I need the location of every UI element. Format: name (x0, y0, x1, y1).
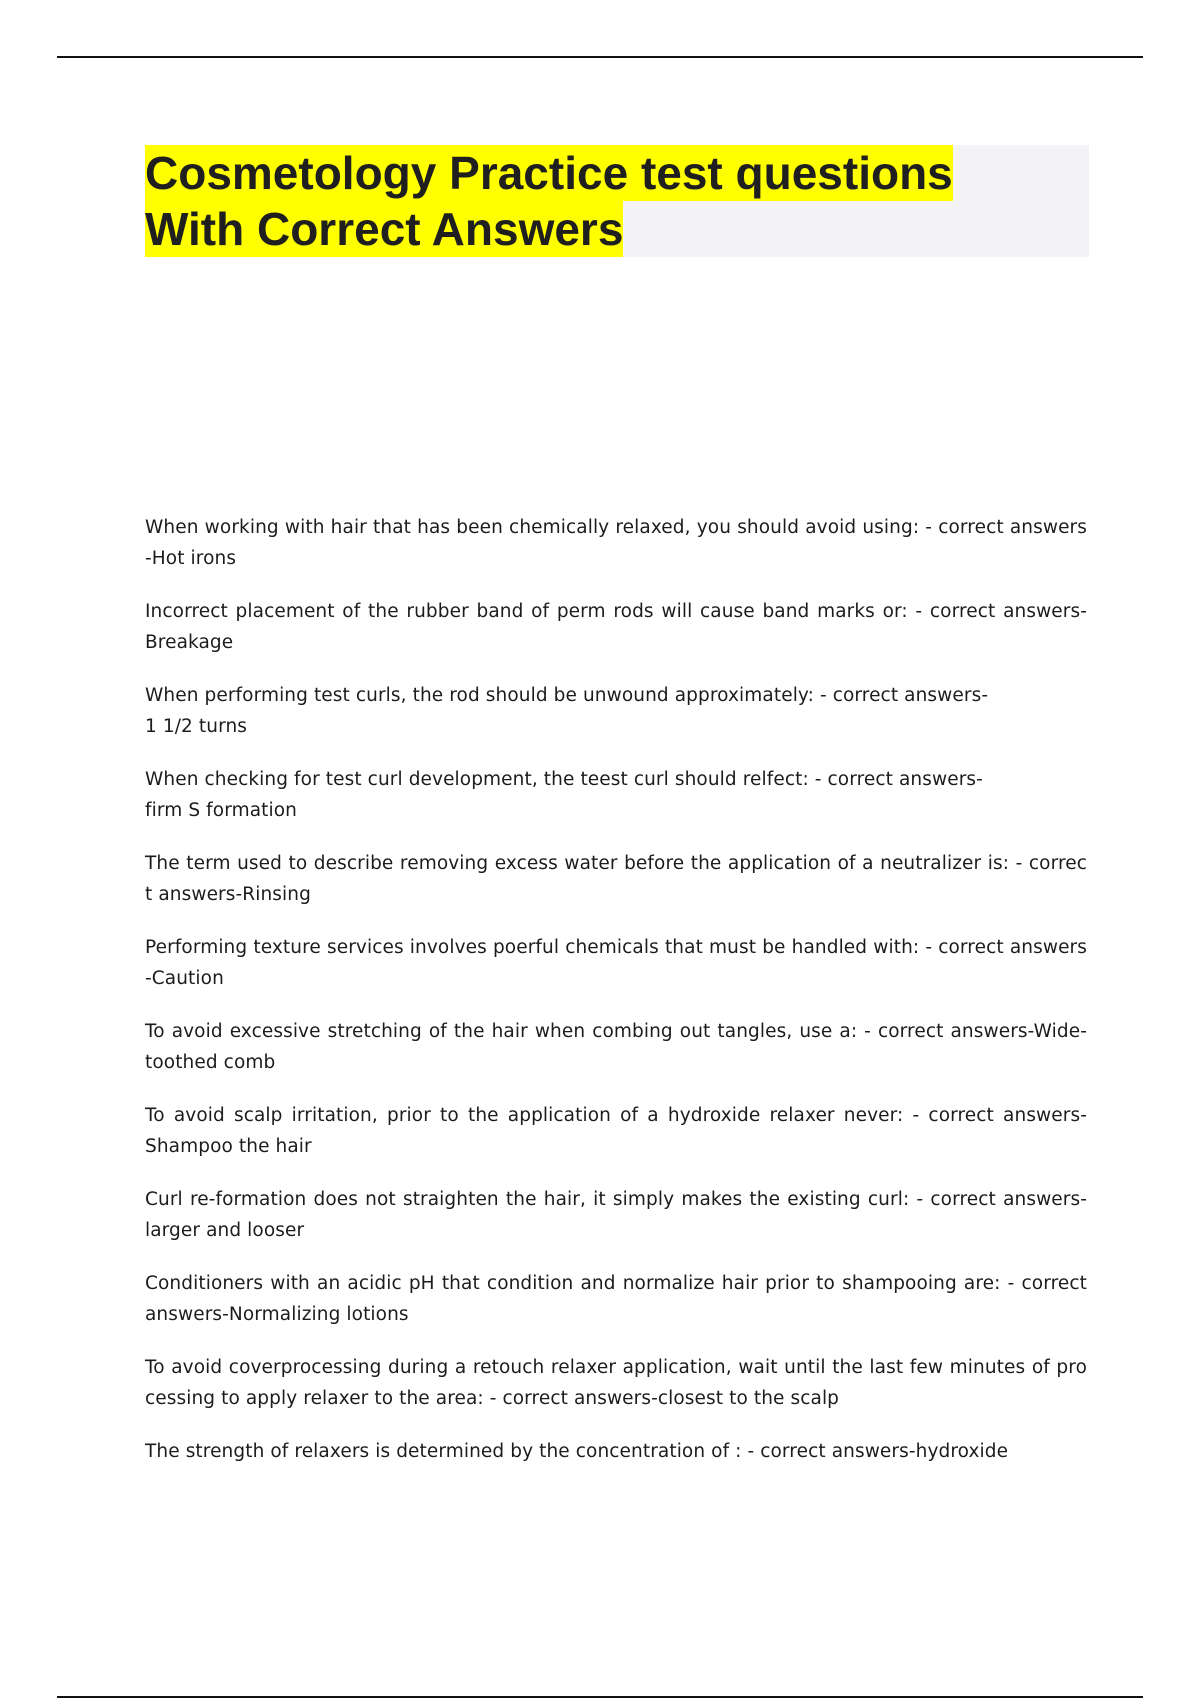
title-line-1: Cosmetology Practice test questions (145, 147, 953, 199)
qa-item (145, 1352, 1087, 1414)
qa-item (145, 764, 1087, 826)
qa-answer-line: 1 1/2 turns (145, 716, 248, 737)
qa-list (145, 512, 1087, 1489)
qa-item (145, 1184, 1087, 1246)
qa-question-line: When checking for test curl development, the teest curl should relfect: - correct answers- (145, 769, 983, 790)
qa-answer-line: -Caution (145, 968, 224, 989)
document-title (145, 145, 1089, 257)
qa-item (145, 1016, 1087, 1078)
qa-item (145, 596, 1087, 658)
qa-question-line: Incorrect placement of the rubber band of perm rods will cause band marks or: - correct answers- (145, 601, 1087, 622)
qa-answer-line: toothed comb (145, 1052, 276, 1073)
qa-item (145, 680, 1087, 742)
qa-item (145, 932, 1087, 994)
qa-item (145, 1436, 1087, 1467)
qa-question-line: When working with hair that has been chemically relaxed, you should avoid using: - correct answers (145, 517, 1087, 538)
qa-answer-line: larger and looser (145, 1220, 305, 1241)
qa-answer-line: Breakage (145, 632, 234, 653)
top-rule (57, 56, 1143, 58)
qa-answer-line: t answers-Rinsing (145, 884, 311, 905)
qa-item (145, 848, 1087, 910)
qa-question-line: Curl re-formation does not straighten the hair, it simply makes the existing curl: - correct answers- (145, 1189, 1087, 1210)
bottom-rule (57, 1696, 1143, 1698)
qa-answer-line: firm S formation (145, 800, 297, 821)
qa-item (145, 512, 1087, 574)
qa-question-line: Conditioners with an acidic pH that condition and normalize hair prior to shampooing are: - correct (145, 1273, 1087, 1294)
qa-answer-line: -Hot irons (145, 548, 237, 569)
qa-question-line: To avoid coverprocessing during a retouch relaxer application, wait until the last few minutes of pro (145, 1357, 1087, 1378)
qa-question-line: To avoid excessive stretching of the hair when combing out tangles, use a: - correct answers-Wide- (145, 1021, 1087, 1042)
qa-question-line: When performing test curls, the rod should be unwound approximately: - correct answers- (145, 685, 989, 706)
qa-answer-line: Shampoo the hair (145, 1136, 312, 1157)
title-line-2: With Correct Answers (145, 203, 624, 255)
qa-item (145, 1100, 1087, 1162)
qa-question-line: To avoid scalp irritation, prior to the application of a hydroxide relaxer never: - correct answers- (145, 1105, 1087, 1126)
qa-item (145, 1268, 1087, 1330)
qa-answer-line: cessing to apply relaxer to the area: - correct answers-closest to the scalp (145, 1388, 840, 1409)
qa-question-line: Performing texture services involves poerful chemicals that must be handled with: - correct answers (145, 937, 1087, 958)
qa-question-line: The term used to describe removing excess water before the application of a neutralizer is: - correc (145, 853, 1087, 874)
qa-question-line: The strength of relaxers is determined by the concentration of : - correct answers-hydroxide (145, 1441, 1009, 1462)
title-block (145, 145, 1089, 257)
qa-answer-line: answers-Normalizing lotions (145, 1304, 409, 1325)
